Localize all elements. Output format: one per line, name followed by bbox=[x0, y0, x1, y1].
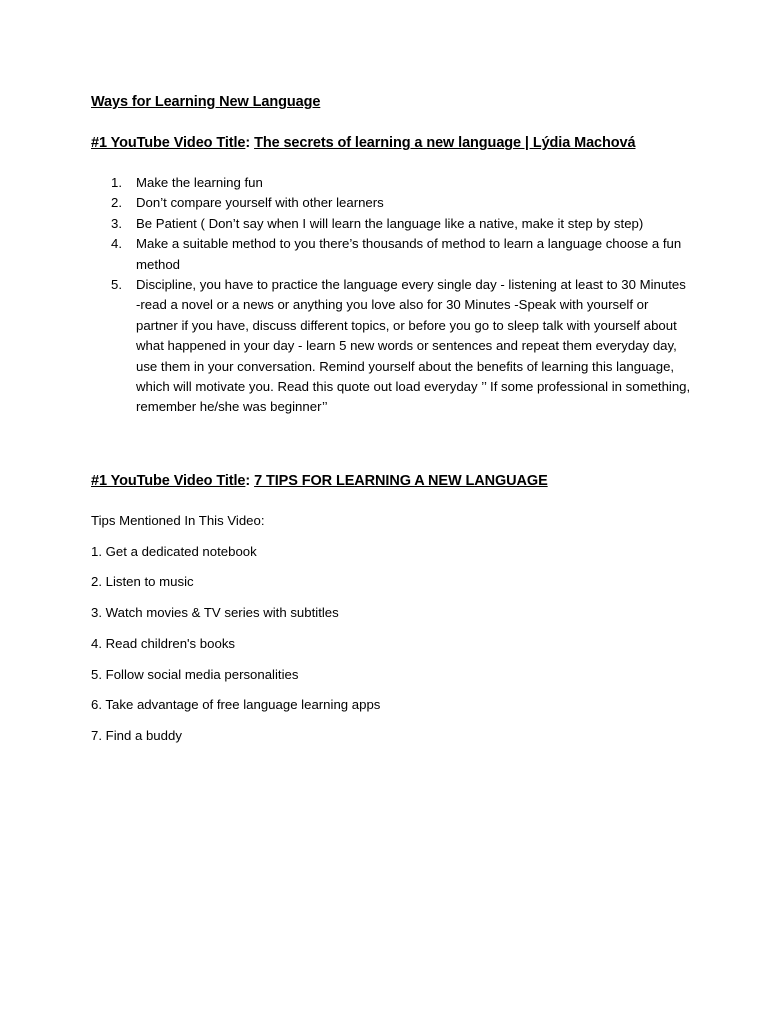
section2-tip: 1. Get a dedicated notebook bbox=[91, 544, 257, 559]
section2-heading-prefix: #1 YouTube Video Title bbox=[91, 473, 246, 489]
section2-intro: Tips Mentioned In This Video: bbox=[91, 513, 265, 528]
section2-video-title: 7 TIPS FOR LEARNING A NEW LANGUAGE bbox=[254, 473, 548, 489]
section2-tip: 5. Follow social media personalities bbox=[91, 667, 299, 682]
list-item bbox=[91, 275, 691, 418]
list-item bbox=[91, 173, 691, 193]
list-item-number: 4. bbox=[111, 236, 122, 252]
document-title: Ways for Learning New Language bbox=[91, 94, 321, 110]
section1-heading-separator: : bbox=[245, 135, 251, 151]
list-item-text: Make a suitable method to you there’s thousands of method to learn a language choose a fun method bbox=[136, 236, 682, 272]
list-item-text: Discipline, you have to practice the language every single day - listening at least to 30 Minutes -read a novel or a news or anything you love also for 30 Minutes -Speak with yourself or partner if you have, discuss different topics, or before you go to sleep talk with yourself about what happened in your day - learn 5 new words or sentences and repeat them everyday day, use them in your conversation. Remind yourself about the benefits of learning this language, which will motivate you. Read this quote out load everyday ’’ If some professional in something, remember he/she was beginner’’ bbox=[136, 277, 691, 415]
list-item-number: 1. bbox=[111, 175, 122, 190]
list-item-text: Don’t compare yourself with other learners bbox=[136, 195, 384, 211]
section2-tip: 3. Watch movies & TV series with subtitles bbox=[91, 605, 339, 620]
section1-tips-list bbox=[91, 173, 691, 418]
list-item-number: 5. bbox=[111, 277, 122, 293]
section2-heading-separator: : bbox=[245, 473, 251, 489]
list-item-text: Make the learning fun bbox=[136, 175, 263, 190]
section2-tip: 6. Take advantage of free language learning apps bbox=[91, 697, 381, 712]
list-item bbox=[91, 234, 691, 275]
list-item-text: Be Patient ( Don’t say when I will learn the language like a native, make it step by step) bbox=[136, 215, 644, 231]
section1-video-title: The secrets of learning a new language | Lýdia Machová bbox=[254, 135, 636, 151]
section2-heading bbox=[91, 473, 548, 489]
list-item bbox=[91, 193, 691, 213]
list-item bbox=[91, 214, 691, 234]
section2-tip: 2. Listen to music bbox=[91, 574, 194, 589]
list-item-number: 2. bbox=[111, 195, 122, 211]
section2-tip: 7. Find a buddy bbox=[91, 728, 182, 743]
section1-heading-prefix: #1 YouTube Video Title bbox=[91, 135, 246, 151]
section2-tip: 4. Read children's books bbox=[91, 636, 236, 651]
list-item-number: 3. bbox=[111, 215, 122, 231]
section1-heading bbox=[91, 135, 635, 151]
